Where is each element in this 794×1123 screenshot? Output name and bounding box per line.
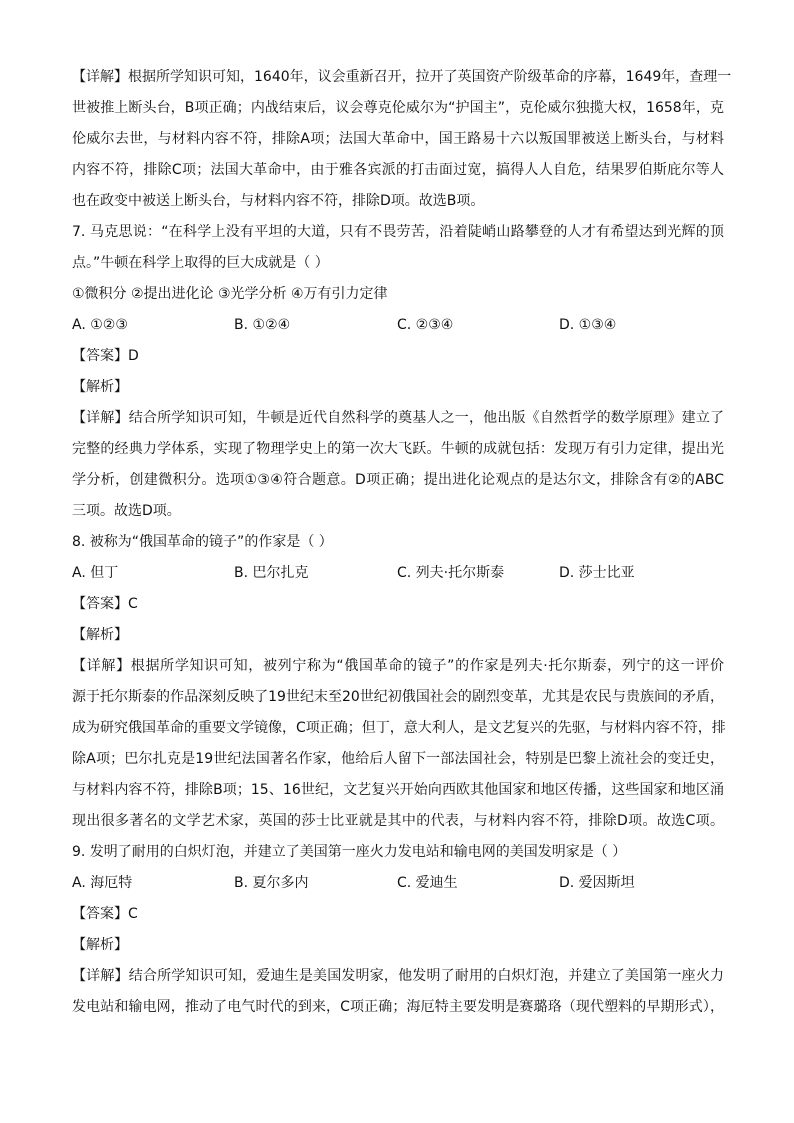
text-line: 源于托尔斯泰的作品深刻反映了19世纪末至20世纪初俄国社会的剧烈变革，尤其是农民与贵族间的矛盾， [72,689,724,705]
question-7-items: ①微积分 ②提出进化论 ③光学分析 ④万有引力定律 [72,286,388,302]
text-line: 内容不符，排除C项；法国大革命中，由于雅各宾派的打击面过宽，搞得人人自危，结果罗伯斯庇尔等人 [72,162,724,178]
text-line: 发电站和输电网，推动了电气时代的到来，C项正确；海厄特主要发明是赛璐珞（现代塑料的早期形式）， [72,999,724,1015]
answer-label: 【答案】C [72,596,138,612]
analysis-label: 【解析】 [72,627,128,643]
option-c: C. ②③④ [397,317,454,333]
option-b: B. ①②④ [234,317,291,333]
option-a: A. 海厄特 [72,875,133,891]
text-line: 伦威尔去世，与材料内容不符，排除A项；法国大革命中，国王路易十六以叛国罪被送上断头台，与材料 [72,131,724,147]
option-b: B. 夏尔多内 [234,875,309,891]
question-8: 8. 被称为“俄国革命的镜子”的作家是（ ） [72,534,333,550]
question-9-options [72,873,724,893]
text-line: 除A项；巴尔扎克是19世纪法国著名作家，他给后人留下一部法国社会，特别是巴黎上流社会的变迁史， [72,751,724,767]
option-a: A. ①②③ [72,317,128,333]
text-line: 完整的经典力学体系，实现了物理学史上的第一次大飞跃。牛顿的成就包括：发现万有引力定律，提出光 [72,441,724,457]
answer-label: 【答案】D [72,348,139,364]
question-7-cont: 点。”牛顿在科学上取得的巨大成就是（ ） [72,255,329,271]
question-7: 7. 马克思说：“在科学上没有平坦的大道，只有不畏劳苦，沿着陡峭山路攀登的人才有希望达到光辉的顶 [72,224,724,240]
text-line: 【详解】根据所学知识可知，被列宁称为“俄国革命的镜子”的作家是列夫·托尔斯泰，列宁的这一评价 [72,658,724,674]
option-a: A. 但丁 [72,565,119,581]
text-line: 学分析，创建微积分。选项①③④符合题意。D项正确；提出进化论观点的是达尔文，排除含有②的ABC [72,472,724,488]
analysis-label: 【解析】 [72,937,128,953]
question-8-options [72,563,724,583]
question-7-options [72,315,724,335]
option-d: D. 爱因斯坦 [559,875,635,891]
text-line: 三项。故选D项。 [72,503,181,519]
option-c: C. 列夫·托尔斯泰 [397,565,505,581]
text-line: 【详解】根据所学知识可知，1640年，议会重新召开，拉开了英国资产阶级革命的序幕，1649年，查理一 [72,69,732,85]
option-c: C. 爱迪生 [397,875,458,891]
text-line: 与材料内容不符，排除B项；15、16世纪，文艺复兴开始向西欧其他国家和地区传播，这些国家和地区涌 [72,782,724,798]
text-line: 现出很多著名的文学艺术家，英国的莎士比亚就是其中的代表，与材料内容不符，排除D项。故选C项。 [72,813,724,829]
question-9: 9. 发明了耐用的白炽灯泡，并建立了美国第一座火力发电站和输电网的美国发明家是（ ） [72,844,627,860]
text-line: 【详解】结合所学知识可知，爱迪生是美国发明家，他发明了耐用的白炽灯泡，并建立了美国第一座火力 [72,968,724,984]
option-d: D. ①③④ [559,317,617,333]
option-b: B. 巴尔扎克 [234,565,309,581]
text-line: 也在政变中被送上断头台，与材料内容不符，排除D项。故选B项。 [72,193,485,209]
text-line: 成为研究俄国革命的重要文学镜像，C项正确；但丁，意大利人，是文艺复兴的先驱，与材料内容不符，排 [72,720,726,736]
option-d: D. 莎士比亚 [559,565,635,581]
text-line: 世被推上断头台，B项正确；内战结束后，议会尊克伦威尔为“护国主”，克伦威尔独揽大权，1658年，克 [72,100,724,116]
analysis-label: 【解析】 [72,379,128,395]
text-line: 【详解】结合所学知识可知，牛顿是近代自然科学的奠基人之一，他出版《自然哲学的数学原理》建立了 [72,410,724,426]
answer-label: 【答案】C [72,906,138,922]
